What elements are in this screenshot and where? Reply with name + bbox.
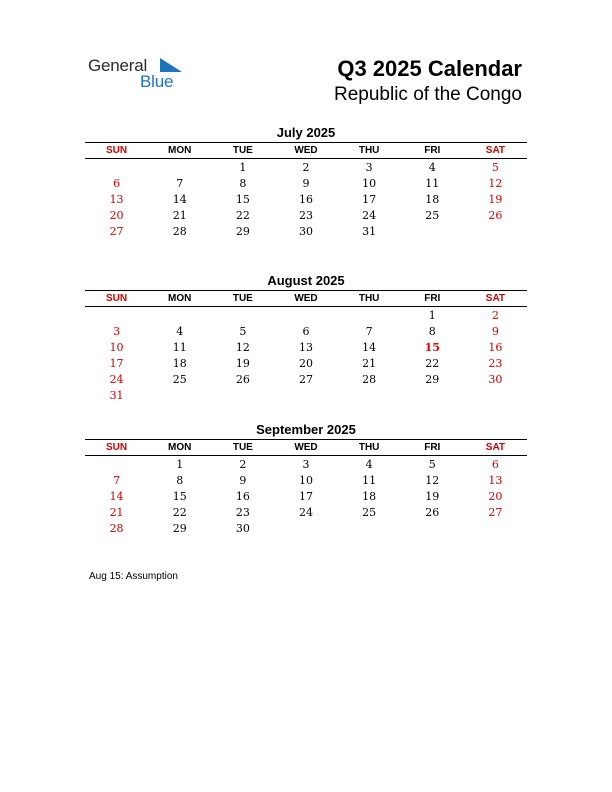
day-cell: 14 xyxy=(172,193,187,206)
day-grid xyxy=(85,160,527,240)
day-cell: 24 xyxy=(298,506,313,519)
month-calendar-july xyxy=(85,125,527,240)
day-cell: 26 xyxy=(425,506,440,519)
day-cell: 6 xyxy=(113,177,121,190)
empty-cell xyxy=(148,160,211,176)
day-cell: 13 xyxy=(109,193,124,206)
day-cell: 31 xyxy=(362,225,377,238)
empty-cell xyxy=(464,388,527,404)
day-cell: 12 xyxy=(235,341,250,354)
day-cell: 12 xyxy=(488,177,503,190)
weekday-header xyxy=(85,142,527,159)
day-cell: 29 xyxy=(172,522,187,535)
day-cell: 23 xyxy=(488,357,503,370)
day-cell: 22 xyxy=(172,506,187,519)
day-cell: 7 xyxy=(365,325,373,338)
day-cell: 16 xyxy=(298,193,313,206)
day-cell: 6 xyxy=(302,325,310,338)
month-title: July 2025 xyxy=(276,125,336,140)
day-cell: 21 xyxy=(362,357,377,370)
weekday-label-wed: WED xyxy=(294,145,318,156)
day-cell: 27 xyxy=(298,373,313,386)
day-cell: 9 xyxy=(491,325,499,338)
day-cell: 26 xyxy=(235,373,250,386)
weekday-label-mon: MON xyxy=(168,442,192,453)
empty-cell xyxy=(211,308,274,324)
day-cell: 26 xyxy=(488,209,503,222)
day-cell: 9 xyxy=(302,177,310,190)
day-cell: 3 xyxy=(365,161,373,174)
day-cell: 16 xyxy=(235,490,250,503)
day-cell: 20 xyxy=(109,209,124,222)
day-cell: 23 xyxy=(298,209,313,222)
brand-logo xyxy=(88,56,198,96)
day-cell: 27 xyxy=(109,225,124,238)
holiday-note: Aug 15: Assumption xyxy=(89,571,178,582)
day-cell: 22 xyxy=(425,357,440,370)
logo-word-blue: Blue xyxy=(140,72,174,91)
day-cell: 7 xyxy=(176,177,184,190)
day-cell: 5 xyxy=(239,325,247,338)
day-cell: 20 xyxy=(488,490,503,503)
day-cell: 4 xyxy=(428,161,436,174)
weekday-label-thu: THU xyxy=(358,442,380,453)
day-cell: 17 xyxy=(298,490,313,503)
day-cell: 31 xyxy=(109,389,124,402)
day-cell: 25 xyxy=(425,209,440,222)
day-cell: 2 xyxy=(239,458,247,471)
weekday-label-fri: FRI xyxy=(424,442,441,453)
empty-cell xyxy=(338,388,401,404)
day-cell: 2 xyxy=(302,161,310,174)
day-cell: 19 xyxy=(425,490,440,503)
empty-cell xyxy=(85,160,148,176)
weekday-label-tue: TUE xyxy=(232,442,253,453)
day-cell: 28 xyxy=(362,373,377,386)
weekday-label-fri: FRI xyxy=(424,145,441,156)
day-cell: 8 xyxy=(428,325,436,338)
day-cell: 2 xyxy=(491,309,499,322)
day-cell: 22 xyxy=(235,209,250,222)
day-cell: 29 xyxy=(235,225,250,238)
logo-word-general: General xyxy=(88,56,148,75)
page-subtitle: Republic of the Congo xyxy=(333,84,522,105)
empty-cell xyxy=(85,308,148,324)
day-grid xyxy=(85,457,527,537)
day-cell: 13 xyxy=(488,474,503,487)
day-cell: 28 xyxy=(109,522,124,535)
day-cell: 20 xyxy=(298,357,313,370)
day-cell: 9 xyxy=(239,474,247,487)
empty-cell xyxy=(338,308,401,324)
month-calendar-august xyxy=(85,273,527,404)
month-title: August 2025 xyxy=(267,273,345,288)
day-cell: 18 xyxy=(362,490,377,503)
weekday-label-mon: MON xyxy=(168,293,192,304)
empty-cell xyxy=(148,388,211,404)
day-cell: 18 xyxy=(425,193,440,206)
weekday-label-thu: THU xyxy=(358,145,380,156)
empty-cell xyxy=(85,457,148,473)
day-cell: 5 xyxy=(491,161,499,174)
day-cell: 13 xyxy=(298,341,313,354)
weekday-label-sat: SAT xyxy=(485,442,506,453)
day-cell: 21 xyxy=(109,506,124,519)
day-cell: 1 xyxy=(176,458,184,471)
weekday-label-mon: MON xyxy=(168,145,192,156)
day-cell: 15 xyxy=(424,341,440,354)
day-cell: 10 xyxy=(109,341,124,354)
day-cell: 11 xyxy=(172,341,187,354)
empty-cell xyxy=(274,521,337,537)
day-cell: 29 xyxy=(425,373,440,386)
empty-cell xyxy=(338,521,401,537)
page-title: Q3 2025 Calendar xyxy=(337,56,522,81)
day-cell: 14 xyxy=(109,490,124,503)
day-cell: 25 xyxy=(362,506,377,519)
empty-cell xyxy=(464,224,527,240)
day-cell: 21 xyxy=(172,209,187,222)
day-cell: 1 xyxy=(428,309,436,322)
day-cell: 16 xyxy=(488,341,503,354)
empty-cell xyxy=(148,308,211,324)
day-cell: 24 xyxy=(109,373,124,386)
day-cell: 28 xyxy=(172,225,187,238)
weekday-label-thu: THU xyxy=(358,293,380,304)
day-cell: 19 xyxy=(235,357,250,370)
day-cell: 8 xyxy=(239,177,247,190)
day-cell: 3 xyxy=(113,325,121,338)
day-cell: 17 xyxy=(362,193,377,206)
weekday-header xyxy=(85,290,527,307)
day-grid xyxy=(85,308,527,404)
month-calendar-september xyxy=(85,422,527,537)
day-cell: 4 xyxy=(176,325,184,338)
weekday-label-fri: FRI xyxy=(424,293,441,304)
empty-cell xyxy=(464,521,527,537)
day-cell: 24 xyxy=(362,209,377,222)
day-cell: 3 xyxy=(302,458,310,471)
weekday-label-sat: SAT xyxy=(485,145,506,156)
day-cell: 11 xyxy=(425,177,440,190)
day-cell: 6 xyxy=(491,458,499,471)
day-cell: 18 xyxy=(172,357,187,370)
weekday-label-tue: TUE xyxy=(232,145,253,156)
day-cell: 15 xyxy=(235,193,250,206)
empty-cell xyxy=(274,388,337,404)
weekday-header xyxy=(85,439,527,456)
weekday-label-wed: WED xyxy=(294,442,318,453)
day-cell: 11 xyxy=(362,474,377,487)
day-cell: 30 xyxy=(488,373,503,386)
empty-cell xyxy=(274,308,337,324)
day-cell: 25 xyxy=(172,373,187,386)
weekday-label-tue: TUE xyxy=(232,293,253,304)
weekday-label-sun: SUN xyxy=(106,145,128,156)
empty-cell xyxy=(401,388,464,404)
day-cell: 14 xyxy=(362,341,377,354)
weekday-label-sun: SUN xyxy=(106,442,128,453)
empty-cell xyxy=(211,388,274,404)
day-cell: 23 xyxy=(235,506,250,519)
weekday-label-wed: WED xyxy=(294,293,318,304)
day-cell: 5 xyxy=(428,458,436,471)
logo-flag-icon xyxy=(160,58,182,72)
day-cell: 4 xyxy=(365,458,373,471)
day-cell: 7 xyxy=(113,474,121,487)
day-cell: 1 xyxy=(239,161,247,174)
empty-cell xyxy=(401,521,464,537)
weekday-label-sat: SAT xyxy=(485,293,506,304)
month-title: September 2025 xyxy=(256,422,356,437)
day-cell: 19 xyxy=(488,193,503,206)
day-cell: 10 xyxy=(298,474,313,487)
day-cell: 12 xyxy=(425,474,440,487)
day-cell: 30 xyxy=(298,225,313,238)
day-cell: 15 xyxy=(172,490,187,503)
empty-cell xyxy=(401,224,464,240)
day-cell: 17 xyxy=(109,357,124,370)
day-cell: 8 xyxy=(176,474,184,487)
day-cell: 10 xyxy=(362,177,377,190)
weekday-label-sun: SUN xyxy=(106,293,128,304)
day-cell: 27 xyxy=(488,506,503,519)
day-cell: 30 xyxy=(235,522,250,535)
